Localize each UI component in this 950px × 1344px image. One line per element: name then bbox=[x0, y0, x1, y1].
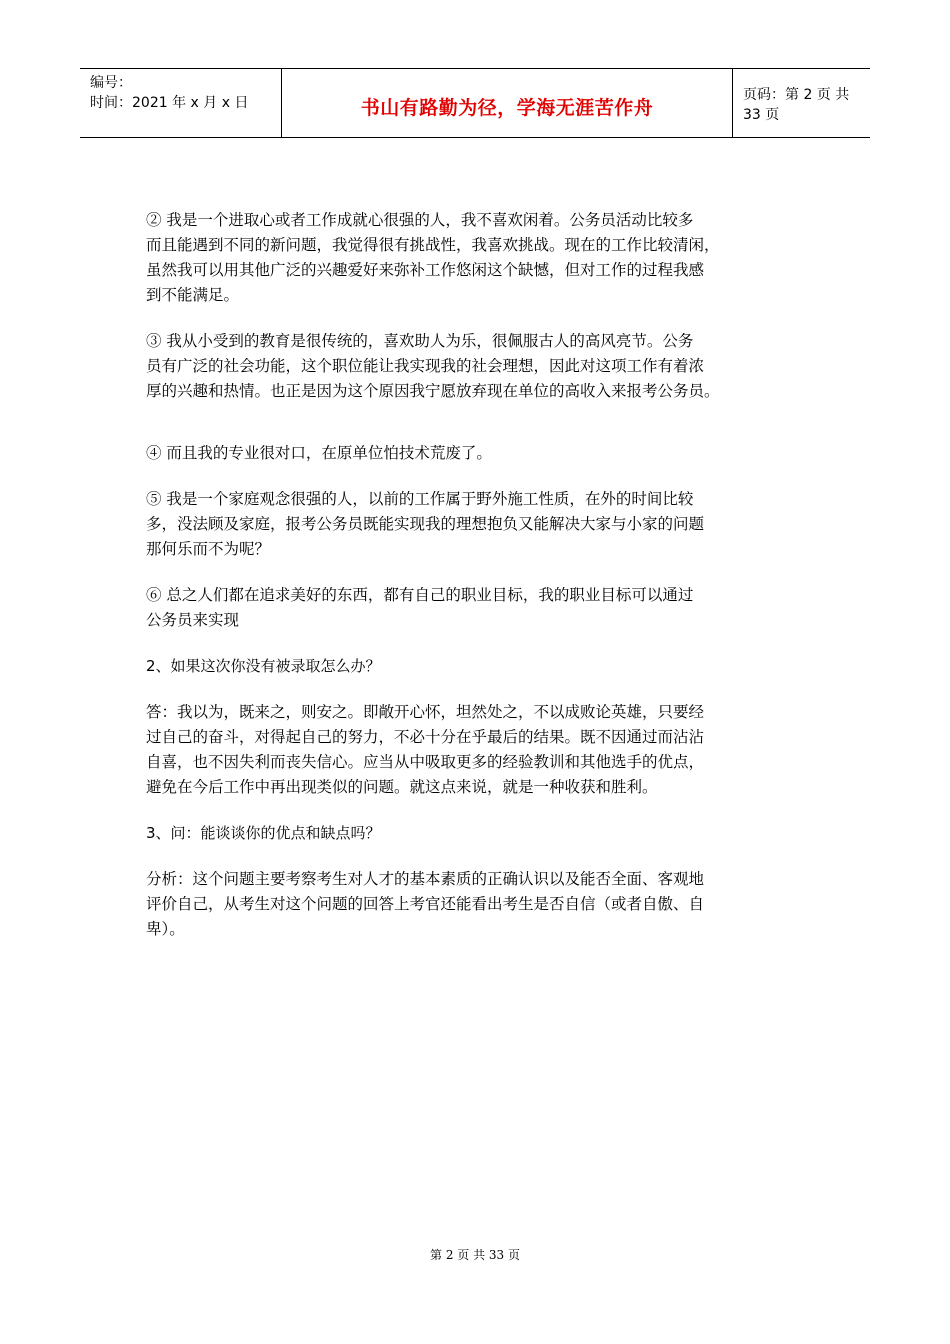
time-label: 时间：2021 年 x 月 x 日 bbox=[90, 95, 249, 111]
question-heading bbox=[146, 654, 818, 679]
text-line: 2、如果这次你没有被录取怎么办？ bbox=[146, 657, 381, 675]
text-line: 卑）。 bbox=[146, 920, 185, 938]
text-line: 分析：这个问题主要考察考生对人才的基本素质的正确认识以及能否全面、客观地 bbox=[146, 870, 705, 888]
text-line: 公务员来实现 bbox=[146, 611, 240, 629]
paragraph bbox=[146, 583, 818, 633]
text-line: ③ 我从小受到的教育是很传统的，喜欢助人为乐，很佩服古人的高风亮节。公务 bbox=[146, 332, 694, 350]
document-body bbox=[146, 208, 818, 963]
answer-paragraph bbox=[146, 700, 818, 800]
text-line: 自喜，也不因失利而丧失信心。应当从中吸取更多的经验教训和其他选手的优点， bbox=[146, 753, 705, 771]
text-line: 过自己的奋斗，对得起自己的努力，不必十分在乎最后的结果。既不因通过而沾沾 bbox=[146, 728, 705, 746]
text-line: ④ 而且我的专业很对口，在原单位怕技术荒废了。 bbox=[146, 444, 492, 462]
paragraph bbox=[146, 487, 818, 562]
header-motto: 书山有路勤为径，学海无涯苦作舟 bbox=[282, 69, 733, 137]
text-line: 员有广泛的社会功能，这个职位能让我实现我的社会理想，因此对这项工作有着浓 bbox=[146, 357, 705, 375]
text-line: ⑥ 总之人们都在追求美好的东西，都有自己的职业目标，我的职业目标可以通过 bbox=[146, 586, 694, 604]
text-line: ② 我是一个进取心或者工作成就心很强的人，我不喜欢闲着。公务员活动比较多 bbox=[146, 211, 694, 229]
text-line: 到不能满足。 bbox=[146, 286, 240, 304]
paragraph bbox=[146, 208, 818, 308]
paragraph bbox=[146, 329, 818, 404]
text-line: 评价自己，从考生对这个问题的回答上考官还能看出考生是否自信（或者自傲、自 bbox=[146, 895, 705, 913]
header-page-info: 页码：第 2 页 共 33 页 bbox=[743, 87, 850, 123]
number-label: 编号： bbox=[90, 75, 132, 91]
text-line: 厚的兴趣和热情。也正是因为这个原因我宁愿放弃现在单位的高收入来报考公务员。 bbox=[146, 382, 720, 400]
paragraph bbox=[146, 441, 818, 466]
text-line: 那何乐而不为呢？ bbox=[146, 540, 271, 558]
text-line: 而且能遇到不同的新问题，我觉得很有挑战性，我喜欢挑战。现在的工作比较清闲， bbox=[146, 236, 720, 254]
text-line: 多，没法顾及家庭，报考公务员既能实现我的理想抱负又能解决大家与小家的问题 bbox=[146, 515, 705, 533]
text-line: ⑤ 我是一个家庭观念很强的人，以前的工作属于野外施工性质，在外的时间比较 bbox=[146, 490, 694, 508]
question-heading bbox=[146, 821, 818, 846]
page-header bbox=[80, 68, 870, 138]
text-line: 避免在今后工作中再出现类似的问题。就这点来说，就是一种收获和胜利。 bbox=[146, 778, 658, 796]
page-footer: 第 2 页 共 33 页 bbox=[430, 1248, 520, 1262]
text-line: 3、问：能谈谈你的优点和缺点吗？ bbox=[146, 824, 381, 842]
text-line: 答：我以为，既来之，则安之。即敞开心怀，坦然处之，不以成败论英雄，只要经 bbox=[146, 703, 705, 721]
analysis-paragraph bbox=[146, 867, 818, 942]
header-meta bbox=[80, 69, 282, 137]
text-line: 虽然我可以用其他广泛的兴趣爱好来弥补工作悠闲这个缺憾，但对工作的过程我感 bbox=[146, 261, 705, 279]
